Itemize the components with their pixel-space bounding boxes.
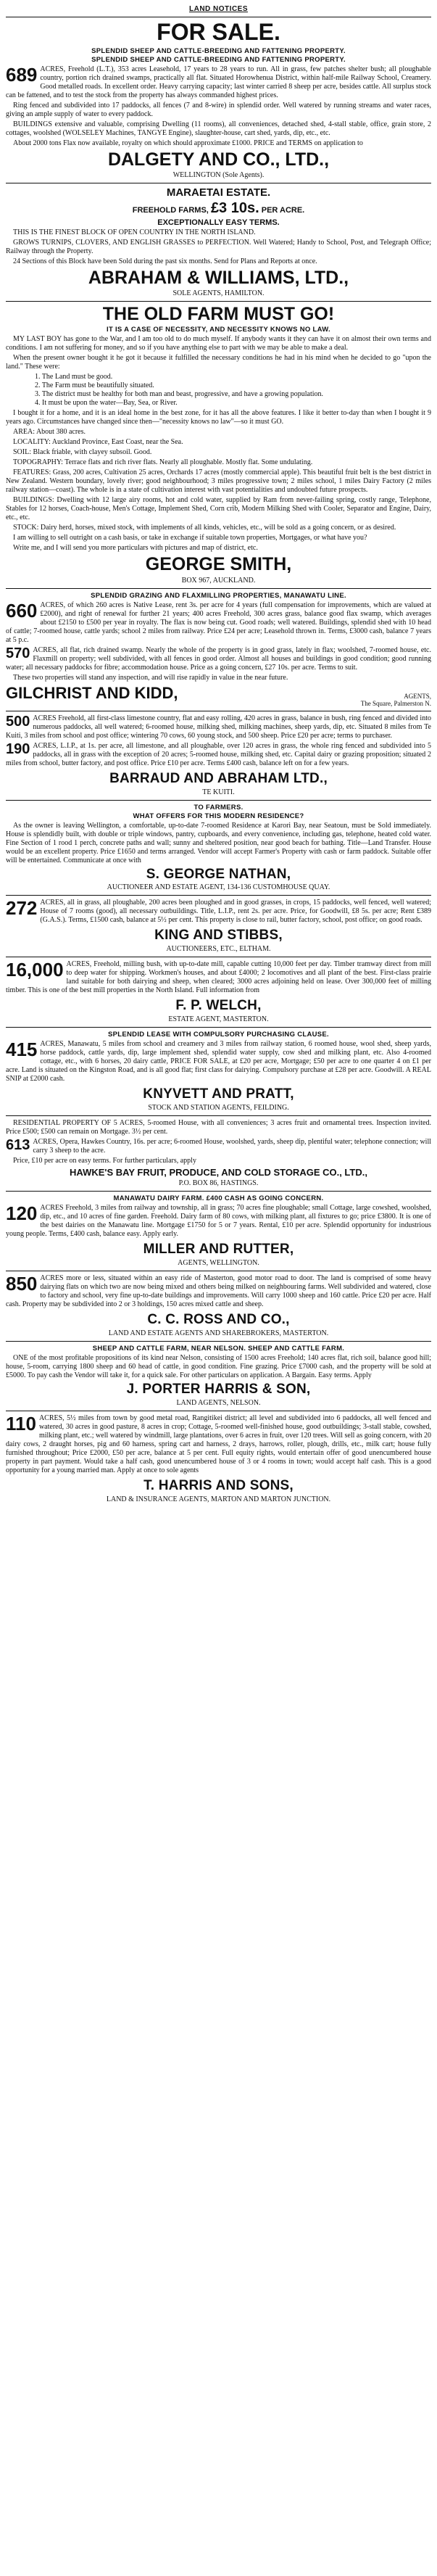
paragraph: About 2000 tons Flax now available, royalty on which should approximate £1000. PRICE and TERMS on application to <box>13 139 363 147</box>
paragraph: MY LAST BOY has gone to the War, and I am too old to do much myself. If anybody wants it they can have it on almost their own terms and conditions. I am not suffering for money, and so if you have anything else to part with we may be able to make a deal. <box>6 335 431 352</box>
agent-name: KING AND STIBBS, <box>154 928 283 944</box>
ad-body <box>6 714 431 769</box>
ad-subtitle: SPLENDID SHEEP AND CATTLE-BREEDING AND FATTENING PROPERTY. <box>91 46 346 55</box>
paragraph: ACRES, Manawatu, 5 miles from school and creamery and 3 miles from railway station, 6 roomed house, wool shed, sheep yards, horse paddock, cattle yards, dip, large implement shed, splendid water supply, cow shed and milking plant, etc. Also 4-roomed cottage, etc., with 6 horses, 20 dairy cattle, PRICE FOR SALE, at £20 per acre, Mortgage; £50 per acre to one quarter 4 on £1 per acre. Land is situated on the Kingston Road, and is all good flat; first class for dairying. Compulsory purchase at £28 per acre. Goodwill. A REAL SNIP at £2000 cash. <box>6 1040 431 1083</box>
list-item: 3. The district must be healthy for both man and beast, progressive, and have a growing population. <box>35 390 324 399</box>
ad-heading: WHAT OFFERS FOR THIS MODERN RESIDENCE? <box>133 812 304 820</box>
ad-hastings <box>6 1119 431 1187</box>
agent-location: STOCK AND STATION AGENTS, FEILDING. <box>148 1104 289 1112</box>
agent-location: P.O. BOX 86, HASTINGS. <box>178 1179 259 1188</box>
list-item: 4. It must be upon the water—Bay, Sea, or River. <box>35 399 178 408</box>
conditions-list <box>35 373 431 408</box>
agent-location: LAND AGENTS, NELSON. <box>176 1399 261 1408</box>
paragraph: ACRES more or less, situated within an easy ride of Masterton, good motor road to door. The land is comprised of some heavy dairying flats on which two are now being mixed and others being milked on neighbouring farms. Well subdivided and watered, close to factory and school, very fine up-to-date buildings and improvements. Will carry 1000 sheep and 160 cattle. Price £20 per acre. Half cash. Property may be subdivided into 2 or 3 holdings, 150 acres mixed cattle and sheep. <box>6 1274 431 1309</box>
paragraph: ACRES, 5½ miles from town by good metal road, Rangitikei district; all level and subdivided into 6 paddocks, all well fenced and watered, 30 acres in good pasture, 8 acres in crop; Cottage, 5-roomed well-finished house, good outbuildings; 3-stall stable, cowshed, milking plant, etc.; well watered by windmill, large plantations, over 6 acres in fruit, over 120 trees. Will sell as going concern, with 20 dairy cows, 2 draught horses, pig and 60 harness, spring cart and harness, 2 drays, harrows, roller, plough, drills, etc., milk cart; house fully furnished throughout; Price £2000, £50 per acre, balance at 5 per cent. Full equity rights, would entertain offer of good unencumbered house property in part payment. Would take a half cash, good unencumbered house of 3 or 4 rooms in town; would accept half cash. This is a good opportunity for a young married man. Apply at once to sole agents <box>6 1414 431 1475</box>
paragraph: THIS IS THE FINEST BLOCK OF OPEN COUNTRY IN THE NORTH ISLAND. <box>13 228 256 236</box>
paragraph: ONE of the most profitable propositions of its kind near Nelson, consisting of 1500 acres Freehold; 140 acres flat, rich soil, balance good hill; house, 5-room, carrying 1800 sheep and 60 head of cattle, in good condition. Fine grazing. Price £7000 cash, and the property will be sold at £5000. To pay cash the Vendor will take it, for a quick sale. For other particulars on application. A Bargain. Easy terms. Apply <box>6 1354 431 1380</box>
agent-name: C. C. ROSS AND CO., <box>147 1312 290 1328</box>
divider <box>6 1341 431 1342</box>
paragraph: 24 Sections of this Block have been Sold during the past six months. Send for Plans and Reports at once. <box>13 257 317 265</box>
paragraph: RESIDENTIAL PROPERTY OF 5 ACRES, 5-roomed House, with all conveniences; 3 acres fruit and ornamental trees. Inspection invited. Price £500; £500 can remain on Mortgage. 3½ per cent. <box>6 1119 431 1136</box>
ad-title: THE OLD FARM MUST GO! <box>102 304 335 325</box>
ad-for-sale <box>6 20 431 179</box>
divider <box>6 895 431 896</box>
paragraph: As the owner is leaving Wellington, a comfortable, up-to-date 7-roomed Residence at Karori Bay, near Seatoun, must be Sold immediately. House is splendidly built, with double or triple windows, pantry, cupboards, and every convenience, including gas, telephone, heated cold water. Fine Section of 1 rood 1 perch, concrete paths and wall; sunny and sheltered position, near good beach for bathing. Title—Land Transfer. House would be an excellent property. Price £1650 and terms arranged. Vendor will accept Farmer's Property with cash or farm paddock. Suitable offer will be entertained. Communicate at once with <box>6 821 431 864</box>
ad-heading: SHEEP AND CATTLE FARM, NEAR NELSON. SHEEP AND CATTLE FARM. <box>92 1345 345 1353</box>
paragraph: ACRES, Opera, Hawkes Country, 16s. per acre; 6-roomed House, woolshed, yards, sheep dip, plentiful water; telephone connection; will carry 3 sheep to the acre. <box>33 1138 431 1155</box>
paragraph: STOCK: Dairy herd, horses, mixed stock, with implements of all kinds, vehicles, etc., will be sold as a going concern, or as desired. <box>13 524 396 532</box>
paragraph: SOIL: Black friable, with clayey subsoil. Good. <box>13 448 152 457</box>
acreage-number: 110 <box>6 1413 36 1435</box>
divider <box>6 301 431 302</box>
ad-body <box>6 899 431 926</box>
paragraph: Price, £10 per acre on easy terms. For further particulars, apply <box>13 1157 196 1165</box>
acreage-number: 613 <box>6 1137 30 1154</box>
paragraph: Ring fenced and subdivided into 17 paddocks, all fences (7 and 8-wire) in splendid order. Well watered by running streams and water races, giving an ample supply of water to every paddock. <box>6 101 431 118</box>
ad-tagline: IT IS A CASE OF NECESSITY, AND NECESSITY KNOWS NO LAW. <box>107 326 330 334</box>
ad-heading: TO FARMERS. <box>193 803 244 812</box>
ad-heading: MANAWATU DAIRY FARM. £400 CASH AS GOING CONCERN. <box>113 1194 324 1203</box>
paragraph: I am willing to sell outright on a cash basis, or take in exchange if suitable town properties, Mortgages, or what have you? <box>13 534 367 542</box>
agent-line <box>6 684 431 707</box>
paragraph: GROWS TURNIPS, CLOVERS, AND ENGLISH GRASSES to PERFECTION. Well Watered; Handy to School, Post, and Telegraph Office; Railway through the Property. <box>6 238 431 255</box>
agent-name: DALGETY AND CO., LTD., <box>107 149 330 170</box>
agent-location: The Square, Palmerston N. <box>360 699 431 707</box>
acreage-number: 850 <box>6 1273 38 1295</box>
agent-name: GILCHRIST AND KIDD, <box>6 683 178 702</box>
section-header: LAND NOTICES <box>189 5 248 13</box>
paragraph: ACRES, L.I.P., at 1s. per acre, all limestone, and all ploughable, over 120 acres in grass, the whole ring fenced and subdivided into 5 paddocks, all in grass with the exception of 20 acres; 5-roomed house, milking shed, etc. Capital dairy or grazing proposition; situated 2 miles from school, butter factory, and post office. Price £10 per acre. Terms £400 cash, balance left on for a few years. <box>6 741 431 767</box>
agent-location: AGENTS, WELLINGTON. <box>178 1259 259 1268</box>
list-item: 1. The Land must be good. <box>35 373 113 381</box>
paragraph: ACRES, all in grass, all ploughable, 200 acres been ploughed and in good grasses, in crops, 15 paddocks, well fenced, well watered; House of 7 rooms (good), all necessary outbuildings. Title, L.I.P., rent 2s. per acre. Price, for Goodwill, £8 5s. per acre; Rent £389 (G.A.S.). Terms, £1500 cash, balance at 5½ per cent. This property is close to rail, butter factory, school, post office; on good roads. <box>40 899 431 925</box>
agent-label: AGENTS, <box>404 692 431 700</box>
acreage-number: 120 <box>6 1202 38 1225</box>
agent-location: AUCTIONEER AND ESTATE AGENT, 134-136 CUSTOMHOUSE QUAY. <box>107 883 330 892</box>
ad-body <box>6 822 431 865</box>
ad-manawatu-grazing <box>6 592 431 707</box>
agent-name: KNYVETT AND PRATT, <box>143 1086 294 1102</box>
divider <box>6 800 431 801</box>
ad-masterton <box>6 1274 431 1337</box>
acreage-number: 570 <box>6 645 30 661</box>
ad-body <box>6 1274 431 1310</box>
ad-body <box>6 1354 431 1380</box>
ad-heading: SPLENDID GRAZING AND FLAXMILLING PROPERTIES, MANAWATU LINE. <box>91 591 346 600</box>
paragraph: ACRES, all flat, rich drained swamp. Nearly the whole of the property is in good grass, lately in flax; woolshed, 7-roomed house, etc. Flaxmill on property; well subdivided, with all fences in good order. Almost all houses and buildings in good condition; good running water; all necessary paddocks for fibre; accommodation house. Price as a going concern, £27 10s. per acre. Terms to suit. <box>6 645 431 672</box>
acreage-number: 190 <box>6 740 30 757</box>
divider <box>6 1027 431 1028</box>
ad-marton <box>6 1414 431 1503</box>
paragraph: These two properties will stand any inspection, and will rise rapidly in value in the near future. <box>13 673 288 682</box>
agent-location: AUCTIONEERS, ETC., ELTHAM. <box>166 945 271 954</box>
ad-lease-purchase <box>6 1031 431 1112</box>
paragraph: LOCALITY: Auckland Province, East Coast, near the Sea. <box>13 438 183 447</box>
acreage-number: 16,000 <box>6 959 64 981</box>
ad-body <box>6 1414 431 1477</box>
agent-location: ESTATE AGENT, MASTERTON. <box>168 1015 269 1024</box>
agent-name: J. PORTER HARRIS & SON, <box>126 1382 311 1398</box>
agent-name: HAWKE'S BAY FRUIT, PRODUCE, AND COLD STORAGE CO., LTD., <box>70 1167 367 1178</box>
paragraph: ACRES, Freehold (L.T.), 353 acres Leasehold, 17 years to 28 years to run. All in grass, few patches shelter bush; all ploughable country, portion rich drained swamps, practically all flat. Situated Horowhenua District, within half-mile Railway School, Creamery. Good metalled roads. In excellent order. Heavy carrying capacity; last winter carried 8 sheep per acre, besides cattle. All surplus stock can be fattened, and to test the stock from the property has always commanded highest prices. <box>6 65 431 99</box>
paragraph: When the present owner bought it he got it because it fulfilled the necessary conditions he had in his mind when he decided to go "upon the land." These were: <box>6 354 431 371</box>
price-sub: EXCEPTIONALLY EASY TERMS. <box>157 218 280 227</box>
ad-title: FOR SALE. <box>157 19 280 45</box>
ad-body <box>6 1040 431 1085</box>
price-suffix: PER ACRE. <box>261 205 305 215</box>
ad-manawatu-dairy <box>6 1194 431 1267</box>
agent-location: LAND & INSURANCE AGENTS, MARTON AND MARTON JUNCTION. <box>106 1495 331 1504</box>
ad-body <box>6 335 431 371</box>
agent-name: BARRAUD AND ABRAHAM LTD., <box>109 770 328 786</box>
paragraph: AREA: About 380 acres. <box>13 428 86 437</box>
agent-name: T. HARRIS AND SONS, <box>143 1478 294 1494</box>
ad-to-farmers <box>6 804 431 892</box>
acreage-number: 415 <box>6 1039 38 1061</box>
ad-body <box>6 65 431 148</box>
acreage-number: 689 <box>6 63 38 86</box>
ad-body <box>6 1119 431 1165</box>
divider <box>6 1191 431 1192</box>
acreage-number: 660 <box>6 599 38 622</box>
owner-address: BOX 967, AUCKLAND. <box>181 576 256 585</box>
ad-heading: SPLENDID LEASE WITH COMPULSORY PURCHASING CLAUSE. <box>108 1031 329 1039</box>
paragraph: ACRES, of which 260 acres is Native Lease, rent 3s. per acre for 4 years (full compensation for improvements, which are valued at £2000), and right of renewal for further 21 years; 400 acres Freehold, 300 acres grass, balance good flax swamp, which averages about £2150 to £500 per year in royalty. The flax is now being cut. Good roads; well watered. Buildings, splendid shed with 10 head of cattle; 7-roomed house, cattle yards; school 2 miles from railway. Price £24 per acre; Leasehold thrown in. Terms, £3000 cash, balance 7 years at 5 p.c. <box>6 600 431 644</box>
ad-eltham <box>6 899 431 953</box>
ad-milling-bush <box>6 960 431 1023</box>
price: £3 10s. <box>210 199 259 216</box>
agent-location: WELLINGTON (Sole Agents). <box>172 170 265 179</box>
agent-name: ABRAHAM & WILLIAMS, LTD., <box>88 267 349 288</box>
owner-name: GEORGE SMITH, <box>145 554 292 575</box>
ad-body <box>6 409 431 553</box>
agent-location: LAND AND ESTATE AGENTS AND SHAREBROKERS, MASTERTON. <box>108 1329 329 1338</box>
paragraph: ACRES Freehold, all first-class limestone country, flat and easy rolling, 420 acres in grass, balance in bush, ring fenced and divided into numerous paddocks, all well watered; 6-roomed house, milking shed, milking machines, sheep yards, dip, etc. Situated 8 miles from Te Kuiti, 3 miles from school and post office; wintering 70 cows, 60 young stock, and 500 sheep. Price £20 per acre; terms to purchaser. <box>6 714 431 740</box>
agent-name: S. GEORGE NATHAN, <box>146 866 291 882</box>
price-line <box>6 200 431 217</box>
agent-name: MILLER AND RUTTER, <box>143 1242 294 1258</box>
acreage-number: 500 <box>6 713 30 730</box>
paragraph: TOPOGRAPHY: Terrace flats and rich river flats. Nearly all ploughable. Mostly flat. Some undulating. <box>13 458 313 467</box>
paragraph: ACRES Freehold, 3 miles from railway and township, all in grass; 70 acres fine ploughable; small Cottage, large cowshed, woolshed, dip, etc., and 10 acres of fine garden. Freehold. Dairy farm of 80 cows, with milking plant, all fixtures to go; price £3800. It is one of the best dairies on the Manawatu line. Mortgage £1750 for 5 or 7 years. Rental, £10 per acre. Splendid opportunity for industrious young people. Terms, £400 cash, balance easy. Apply early. <box>6 1204 431 1239</box>
agent-location: TE KUITI. <box>202 788 235 796</box>
ad-te-kuiti <box>6 714 431 796</box>
ad-body <box>6 1204 431 1240</box>
list-item: 2. The Farm must be beautifully situated. <box>35 381 154 390</box>
paragraph: FEATURES: Grass, 200 acres, Cultivation 25 acres, Orchards 17 acres (mostly commercial apple). This beautiful fruit belt is the best district in New Zealand. Western boundary, lovely river; good neighbourhood; 3 miles progressive town; 2 miles school, 1 miles Dairy Factory (2 miles railway station—coast). The whole is in a state of cultivation interest with vast potentialities and undoubted future prospects. <box>6 468 431 495</box>
ad-body <box>6 601 431 682</box>
agent-address <box>361 693 431 707</box>
divider <box>6 1115 431 1116</box>
agent-name: F. P. WELCH, <box>175 998 262 1014</box>
ad-title: MARAETAI ESTATE. <box>166 186 271 199</box>
paragraph: I bought it for a home, and it is an ideal home in the best zone, for it has all the above features. I like it better to-day than when I bought it 9 years ago. Circumstances have changed since then—"necessity knows no law"—so it must GO. <box>6 409 431 426</box>
divider <box>6 588 431 589</box>
ad-body <box>6 228 431 266</box>
agent-location: SOLE AGENTS, HAMILTON. <box>172 289 265 298</box>
ad-body <box>6 960 431 996</box>
price-prefix: FREEHOLD FARMS, <box>132 205 209 215</box>
paragraph: BUILDINGS extensive and valuable, comprising Dwelling (11 rooms), all conveniences, detached shed, 4-stall stable, office, grain store, 2 cottages, woolshed (WOLSELEY Machines, TANGYE Engine), slaughter-house, cart shed, yards, dip, etc., etc. <box>6 120 431 137</box>
ad-nelson <box>6 1345 431 1407</box>
acreage-number: 272 <box>6 897 38 920</box>
paragraph: BUILDINGS: Dwelling with 12 large airy rooms, hot and cold water, supplied by Ram from never-failing spring, costly range, Telephone, Stables for 12 horses, Coach-house, Men's Cottage, Implement Shed, Corn crib, Modern Milking Shed with Cooler, Separator and Engine, Dairy, etc., etc. <box>6 496 431 522</box>
ad-maraetai-estate <box>6 186 431 297</box>
paragraph: Write me, and I will send you more particulars with pictures and map of district, etc. <box>13 544 258 553</box>
ad-old-farm <box>6 305 431 585</box>
paragraph: ACRES, Freehold, milling bush, with up-to-date mill, capable cutting 10,000 feet per day. Timber tramway direct from mill to deep water for shipping. Workmen's houses, and about £4000; 2 locomotives and all plant of the best. First-class prairie land suitable for both dairying and sheep, when cleared; 3000 acres adjoining held on lease. Over 300,000 feet of milling timber. This is one of the best mill properties in the North Island. Full information from <box>6 960 431 995</box>
ad-subtitle: SPLENDID SHEEP AND CATTLE-BREEDING AND FATTENING PROPERTY. <box>91 55 346 64</box>
